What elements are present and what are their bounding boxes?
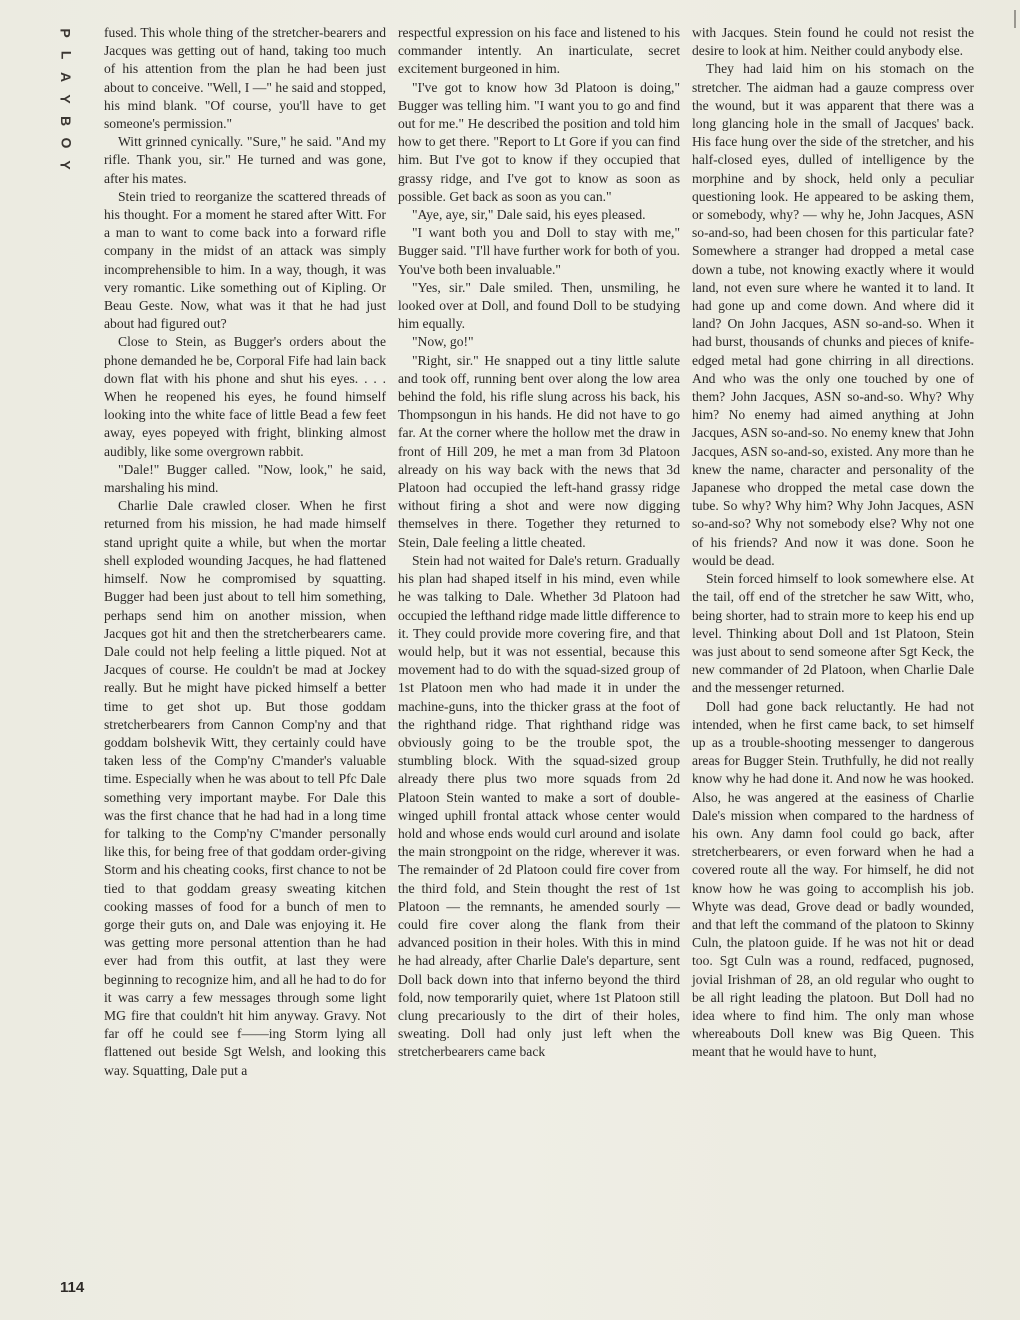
paragraph: Charlie Dale crawled closer. When he first returned from his mission, he had made himself stand upright quite a while, but when the mortar shell exploded wounding Jacques, he had flattened himself. Now he compromised by squatting. Bugger had been just about to tell him something, perhaps send him on another mission, when Jacques got hit and then the stretcherbearers came. Dale could not help feeling a little piqued. Not at Jacques of course. He couldn't be mad at Jockey really. But he might have picked himself a better time to get shot up. But those goddam stretcherbearers from Cannon Comp'ny and that goddam bolshevik Witt, they certainly could have taken less of the Comp'ny C'mander's valuable time. Especially when he was about to tell Pfc Dale something very important maybe. For Dale this was the first chance that he had had in a long time for talking to the Comp'ny C'mander personally like this, for being free of that goddam order-giving Storm and his cheating cooks, first chance to not be tied to that goddam greasy sweating kitchen cooking masses of food for a bunch of men to gorge their guts on, and Dale was enjoying it. He was getting more personal attention than he had ever had from this outfit, at last they were beginning to recognize him, and all he had to do for it was carry a few messages through some light MG fire that couldn't hit him anyway. Gravy. Not far off he could see f——ing Storm lying all flattened out beside Sgt Welsh, and looking this way. Squatting, Dale put a bbox=[104, 498, 386, 1078]
masthead-letter: L bbox=[58, 50, 74, 60]
paragraph: Witt grinned cynically. "Sure," he said. "And my rifle. Thank you, sir." He turned and was gone, after his mates. bbox=[104, 134, 386, 186]
paragraph: They had laid him on his stomach on the stretcher. The aidman had a gauze compress over the wound, but it was apparent that there was a long glancing hole in the small of Jacques' back. His face hung over the side of the stretcher, and his half-closed eyes, dulled of intelligence by the morphine and by shock, held only a peculiar questioning look. He appeared to be asking them, or somebody, why? — why he, John Jacques, ASN so-and-so, had been chosen for this particular fate? Somewhere a stranger had dropped a metal case down a tube, not knowing exactly where it would land, not even sure where he wanted it to land. It had gone up and come down. And where did it land? On John Jacques, ASN so-and-so. When it had burst, thousands of chunks and pieces of knife-edged metal had gone chirring in all directions. And who was the only one touched by one of them? John Jacques, ASN so-and-so. Why? Why him? No enemy had aimed anything at John Jacques, ASN so-and-so. No enemy knew that John Jacques, ASN so-and-so, existed. Any more than he knew the name, character and personality of the Japanese who dropped the metal case down the tube. So why? Why him? Why John Jacques, ASN so-and-so? Why not somebody else? Why not one of his friends? And now it was done. Soon he would be dead. bbox=[692, 61, 974, 568]
paragraph: "I've got to know how 3d Platoon is doing," Bugger was telling him. "I want you to go and find out for me." He described the position and told him how to get there. "Report to Lt Gore if you can find him. But I've got to know if they occupied that grassy ridge, and I've got to know as soon as possible. Get back as soon as you can." bbox=[398, 79, 680, 204]
paragraph: Doll had gone back reluctantly. He had not intended, when he first came back, to set himself up as a trouble-shooting messenger to dangerous areas for Bugger Stein. Truthfully, he did not really know why he had done it. And now he was hooked. Also, he was angered at the easiness of Charlie Dale's mission when compared to the hardness of his own. Any damn fool could go back, after stretcherbearers, or even forward when he had a covered route all the way. For himself, he did not know how he was going to accomplish his job. Whyte was dead, Grove dead or badly wounded, and that left the command of the platoon to Skinny Culn, the platoon guide. If he was not hit or dead too. Sgt Culn was a round, redfaced, pugnosed, jovial Irishman of 28, an old regular who ought to be all right leading the platoon. But Doll had no idea where to find him. The only man whose whereabouts Doll knew was Big Queen. This meant that he would have to hunt, bbox=[692, 698, 974, 1060]
masthead-letter: B bbox=[58, 115, 74, 127]
paragraph: Close to Stein, as Bugger's orders about the phone demanded he be, Corporal Fife had lain back down flat with his phone and shut his eyes. . . . When he reopened his eyes, he found himself looking into the white face of little Bead a few feet away, eyes popeyed with fright, blinking almost audibly, like some overgrown rabbit. bbox=[104, 334, 386, 459]
paragraph: "Now, go!" bbox=[412, 334, 474, 350]
paragraph: fused. This whole thing of the stretcher-bearers and Jacques was getting out of hand, taking too much of his attention from the plan he had been just about to conceive. "Well, I —" he said and stopped, his mind blank. "Of course, you'll have to get someone's permission." bbox=[104, 25, 386, 132]
masthead-letter: Y bbox=[58, 94, 74, 104]
paragraph: "I want both you and Doll to stay with me," Bugger said. "I'll have further work for both of you. You've both been invaluable." bbox=[398, 225, 680, 277]
page-number: 114 bbox=[60, 1279, 85, 1296]
paragraph: respectful expression on his face and listened to his commander intently. An inarticulate, secret excitement burgeoned in him. bbox=[398, 25, 680, 77]
masthead-letter: Y bbox=[58, 160, 74, 170]
paragraph: Stein forced himself to look somewhere else. At the tail, off end of the stretcher he saw Witt, who, being shorter, had to strain more to keep his end up level. Thinking about Doll and 1st Platoon, Stein was just about to send someone after Sgt Keck, the new commander of 2d Platoon, when Charlie Dale and the messenger returned. bbox=[692, 571, 974, 696]
paragraph: "Aye, aye, sir," Dale said, his eyes pleased. bbox=[412, 207, 646, 223]
text-column-1 bbox=[104, 24, 386, 1080]
paragraph: Stein had not waited for Dale's return. Gradually his plan had shaped itself in his mind, even while he was talking to Dale. Whether 3d Platoon had occupied the lefthand ridge made little difference to it. They could provide more covering fire, and that would help, but it was not essential, because this movement had to do with the squad-sized group of 1st Platoon men who had made it in under the machine-guns, into the thicker grass at the foot of the righthand ridge. That righthand ridge was obviously going to be the trouble spot, the stumbling block. With the squad-sized group already there plus two more squads from 2d Platoon Stein wanted to make a sort of double-winged uphill frontal attack whose center would hold and whose ends would curl around and isolate the main strongpoint on the ridge, wherever it was. The remainder of 2d Platoon could fire cover from the third fold, and Stein thought the rest of 1st Platoon — the remnants, he amended sourly — could fire cover along the flank from their advanced position in their holes. With this in mind he had already, after Charlie Dale's departure, sent Doll back down into that inferno beyond the third fold, now temporarily quiet, where 1st Platoon still clung precariously to the dirt of their holes, sweating. Doll had only just left when the stretcherbearers came back bbox=[398, 552, 680, 1060]
paragraph: with Jacques. Stein found he could not resist the desire to look at him. Neither could anybody else. bbox=[692, 25, 974, 59]
text-column-3 bbox=[692, 24, 974, 1062]
paragraph: "Dale!" Bugger called. "Now, look," he said, marshaling his mind. bbox=[104, 461, 386, 496]
paragraph: Stein tried to reorganize the scattered threads of his thought. For a moment he stared after Witt. For a man to want to come back into a forward rifle company in the midst of an attack was simply incomprehensible to him. In a way, though, it was very romantic. Like something out of Kipling. Or Beau Geste. Now, what was it that he had just about had figured out? bbox=[104, 188, 386, 332]
masthead-letter: P bbox=[58, 28, 74, 38]
masthead-letter: A bbox=[58, 71, 74, 83]
text-column-2 bbox=[398, 24, 680, 1062]
masthead-letter: O bbox=[57, 137, 74, 149]
paragraph: "Right, sir." He snapped out a tiny little salute and took off, running bent over along the low area behind the fold, his rifle slung across his back, his Thompsongun in his hands. He did not have to go far. At the corner where the hollow met the draw in front of Hill 209, he met a man from 3d Platoon already on his way back with the news that 3d Platoon had occupied the left-hand grassy ridge without firing a shot and were now digging themselves in there. Together they returned to Stein, Dale feeling a little cheated. bbox=[398, 352, 680, 550]
magazine-masthead bbox=[55, 22, 77, 172]
paragraph: "Yes, sir." Dale smiled. Then, unsmiling, he looked over at Doll, and found Doll to be studying him equally. bbox=[398, 279, 680, 332]
page-edge-mark bbox=[1014, 10, 1016, 28]
